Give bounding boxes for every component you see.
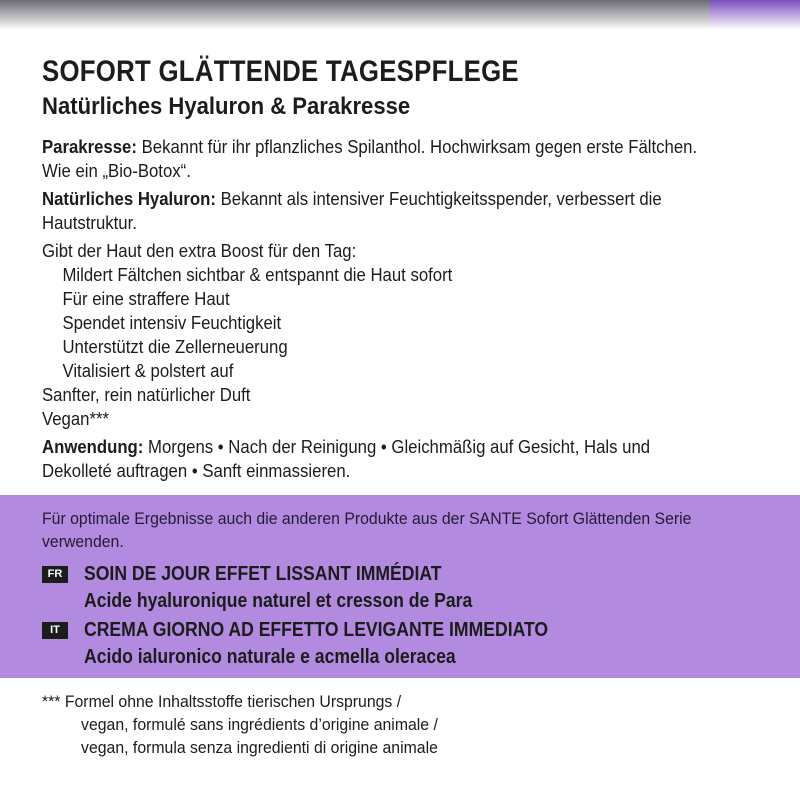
italian-subtitle: Acido ialuronico naturale e acmella oleracea xyxy=(84,646,456,668)
parakresse-paragraph xyxy=(42,135,712,183)
scent-line: Sanfter, rein natürlicher Duft xyxy=(42,385,251,405)
benefit-item: Unterstützt die Zellerneuerung xyxy=(62,337,288,357)
product-subtitle: Natürliches Hyaluron & Parakresse xyxy=(42,93,411,120)
usage-label: Anwendung: xyxy=(42,437,144,457)
french-title: SOIN DE JOUR EFFET LISSANT IMMÉDIAT xyxy=(84,563,442,585)
footnote-line: *** Formel ohne Inhaltsstoffe tierischen Ursprungs / xyxy=(42,692,402,711)
italian-title: CREMA GIORNO AD EFFETTO LEVIGANTE IMMEDIATO xyxy=(84,619,549,641)
footnote-line: vegan, formula senza ingredienti di origine animale xyxy=(81,738,438,757)
top-edge-strip xyxy=(0,0,800,30)
description-section xyxy=(42,135,712,487)
boost-intro: Gibt der Haut den extra Boost für den Tag: xyxy=(42,241,357,261)
lang-badge-it: IT xyxy=(42,622,68,639)
product-title: SOFORT GLÄTTENDE TAGESPFLEGE xyxy=(42,55,519,88)
hyaluron-paragraph xyxy=(42,187,712,235)
benefit-item: Spendet intensiv Feuchtigkeit xyxy=(62,313,282,333)
usage-text: Morgens • Nach der Reinigung • Gleichmäßig auf Gesicht, Hals und Dekolleté auftragen • Sanft einmassieren. xyxy=(42,437,651,481)
parakresse-label: Parakresse: xyxy=(42,137,137,157)
top-edge-purple-accent xyxy=(710,0,800,30)
usage-paragraph xyxy=(42,435,712,483)
series-note: Für optimale Ergebnisse auch die anderen Produkte aus der SANTE Sofort Glättenden Serie verwenden. xyxy=(42,509,692,551)
hyaluron-label: Natürliches Hyaluron: xyxy=(42,189,216,209)
footnote-line: vegan, formulé sans ingrédients d’origine animale / xyxy=(81,715,438,734)
benefit-list xyxy=(42,239,712,431)
hyaluron-text: Bekannt als intensiver Feuchtigkeitsspender, verbessert die Hautstruktur. xyxy=(42,189,662,233)
parakresse-text: Bekannt für ihr pflanzliches Spilanthol. Hochwirksam gegen erste Fältchen. Wie ein „Bio-Botox“. xyxy=(42,137,698,181)
benefit-item: Mildert Fältchen sichtbar & entspannt die Haut sofort xyxy=(62,265,453,285)
benefit-item: Für eine straffere Haut xyxy=(62,289,230,309)
lang-badge-fr: FR xyxy=(42,566,68,583)
french-subtitle: Acide hyaluronique naturel et cresson de Para xyxy=(84,590,473,612)
vegan-footnote xyxy=(42,690,712,759)
benefit-item: Vitalisiert & polstert auf xyxy=(62,361,234,381)
vegan-line: Vegan*** xyxy=(42,409,110,429)
